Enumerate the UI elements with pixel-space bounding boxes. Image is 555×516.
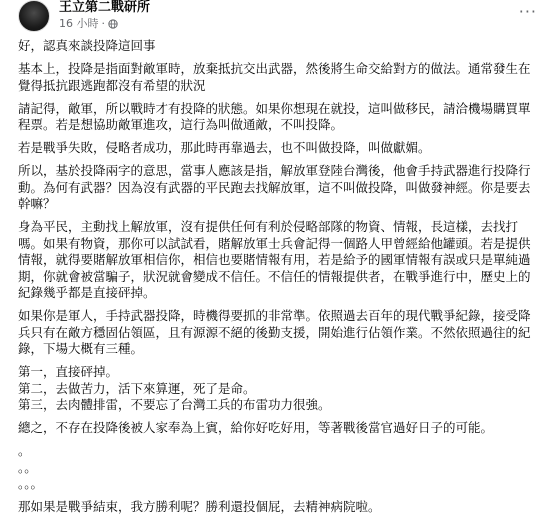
paragraph-soldier: 如果你是軍人，手持武器投降，時機得要抓的非常準。依照過去百年的現代戰爭紀錄，接受降兵只有在敵方穩固佔領區，且有源源不絕的後勤支援，開始進行佔領作業。不然依照過往的紀錄，下場大概有三種。 [18,308,531,356]
author-name[interactable]: 王立第二戰研所 [59,0,151,15]
post-body [10,34,545,516]
globe-icon [108,19,118,29]
paragraph-failure: 若是戰爭失敗，侵略者成功，那此時再靠過去，也不叫做投降，叫做獻媚。 [18,140,431,155]
paragraph-definition: 基本上，投降是指面對敵軍時，放棄抵抗交出武器，然後將生命交給對方的做法。通常發生在覺得抵抗跟逃跑都沒有希望的狀況 [18,61,531,93]
paragraph-intro: 好，認真來談投降這回事 [18,38,156,53]
paragraph-weapons: 所以，基於投降兩字的意思，當事人應該是指，解放軍登陸台灣後，他會手持武器進行投降行動。為何有武器？因為沒有武器的平民跑去找解放軍，這不叫做投降，叫做發神經。你是要去幹嘛？ [18,163,531,211]
meta-separator: · [101,17,105,30]
more-options-icon[interactable]: ··· [518,2,537,21]
paragraph-final: 那如果是戰爭結束，我方勝利呢？勝利還投個屁，去精神病院啦。 [18,499,381,514]
paragraph-dots: 。 。。 。。。 [18,443,44,491]
paragraph-enemy: 請記得，敵軍，所以戰時才有投降的狀態。如果你想現在就投，這叫做移民，請洽機場購買單程票。若是想協助敵軍進攻，這行為叫做通敵，不叫投降。 [18,100,531,132]
paragraph-conclusion: 總之，不存在投降後被人家奉為上賓，給你好吃好用，等著戰後當官過好日子的可能。 [18,420,494,435]
author-avatar[interactable] [18,0,50,32]
post-header [10,0,545,34]
post-timestamp[interactable]: 16 小時 [59,17,99,30]
paragraph-civilian: 身為平民，主動找上解放軍，沒有提供任何有利於侵略部隊的物資、情報，長這樣，去找打嗎。如果有物資，那你可以試試看，賭解放軍士兵會記得一個路人甲曾經給他罐頭。若是提供情報，就得要賭解放軍相信你，相信也要賭情報有用，若是給予的國軍情報有誤或只是單純過期，你就會被當騙子，狀況就會變成不信任。不信任的情報提供者，在戰爭進行中，歷史上的紀錄幾乎都是直接砰掉。 [18,219,531,300]
post-meta [59,17,118,31]
paragraph-outcomes: 第一，直接砰掉。 第二，去做苦力，活下來算運，死了是命。 第三，去肉體排雷，不要忘了台灣工兵的布雷功力很強。 [18,364,331,412]
